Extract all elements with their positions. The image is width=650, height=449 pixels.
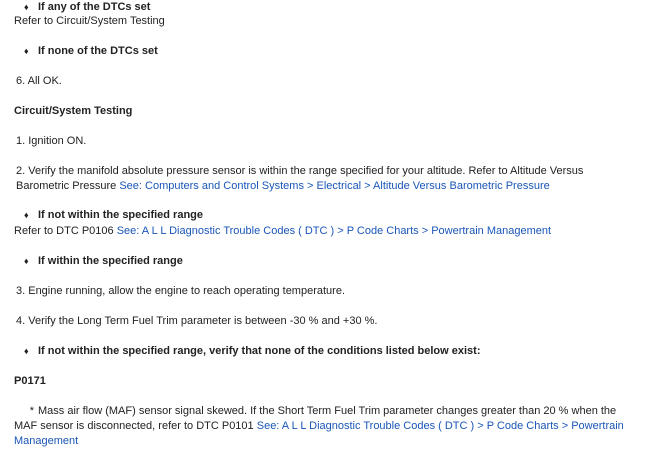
diamond-bullet-icon: ♦ (24, 346, 29, 356)
refer-dtc-p0106 (14, 224, 551, 239)
bullet-text: If any of the DTCs set (38, 1, 151, 13)
refer-circuit-testing: Refer to Circuit/System Testing (14, 15, 165, 27)
bullet-text: If within the specified range (38, 255, 183, 267)
bullet-text: If not within the specified range, verify that none of the conditions listed below exist: (38, 345, 481, 357)
maf-dtc-link[interactable]: See: A L L Diagnostic Trouble Codes ( DTC ) > P Code Charts > Powertrain Management (14, 420, 624, 447)
bullet-any-dtcs-set (24, 0, 150, 15)
step-3: 3. Engine running, allow the engine to reach operating temperature. (16, 285, 345, 297)
diamond-bullet-icon: ♦ (24, 46, 29, 56)
bullet-not-within-range (24, 208, 203, 223)
diamond-bullet-icon: ♦ (24, 210, 29, 220)
step-2-text: 2. Verify the manifold absolute pressure sensor is within the range specified for your altitude. Refer to Altitude Versus Barometric Pressure (16, 165, 584, 192)
diamond-bullet-icon: ♦ (24, 2, 29, 12)
step-2-link[interactable]: See: Computers and Control Systems > Electrical > Altitude Versus Barometric Pressure (119, 180, 550, 192)
dtc-p0106-link[interactable]: See: A L L Diagnostic Trouble Codes ( DTC ) > P Code Charts > Powertrain Management (116, 225, 552, 237)
refer-text: Refer to DTC P0106 (14, 225, 114, 237)
step-1: 1. Ignition ON. (16, 135, 87, 147)
maf-condition (14, 404, 634, 449)
bullet-within-range (24, 254, 183, 269)
bullet-verify-conditions (24, 344, 481, 359)
step-2 (16, 164, 636, 194)
bullet-text: If not within the specified range (38, 209, 204, 221)
step-6: 6. All OK. (16, 75, 62, 87)
diamond-bullet-icon: ♦ (24, 256, 29, 266)
heading-circuit-system-testing: Circuit/System Testing (14, 105, 133, 117)
bullet-text: If none of the DTCs set (38, 45, 158, 57)
maf-text: Mass air flow (MAF) sensor signal skewed. If the Short Term Fuel Trim parameter changes greater than 20 % when the MAF sensor is disconnected, refer to DTC P0101 (14, 405, 617, 432)
step-4: 4. Verify the Long Term Fuel Trim parameter is between -30 % and +30 %. (16, 315, 378, 327)
asterisk-bullet-icon: * (29, 405, 34, 417)
heading-p0171: P0171 (14, 375, 46, 387)
bullet-none-dtcs-set (24, 44, 158, 59)
